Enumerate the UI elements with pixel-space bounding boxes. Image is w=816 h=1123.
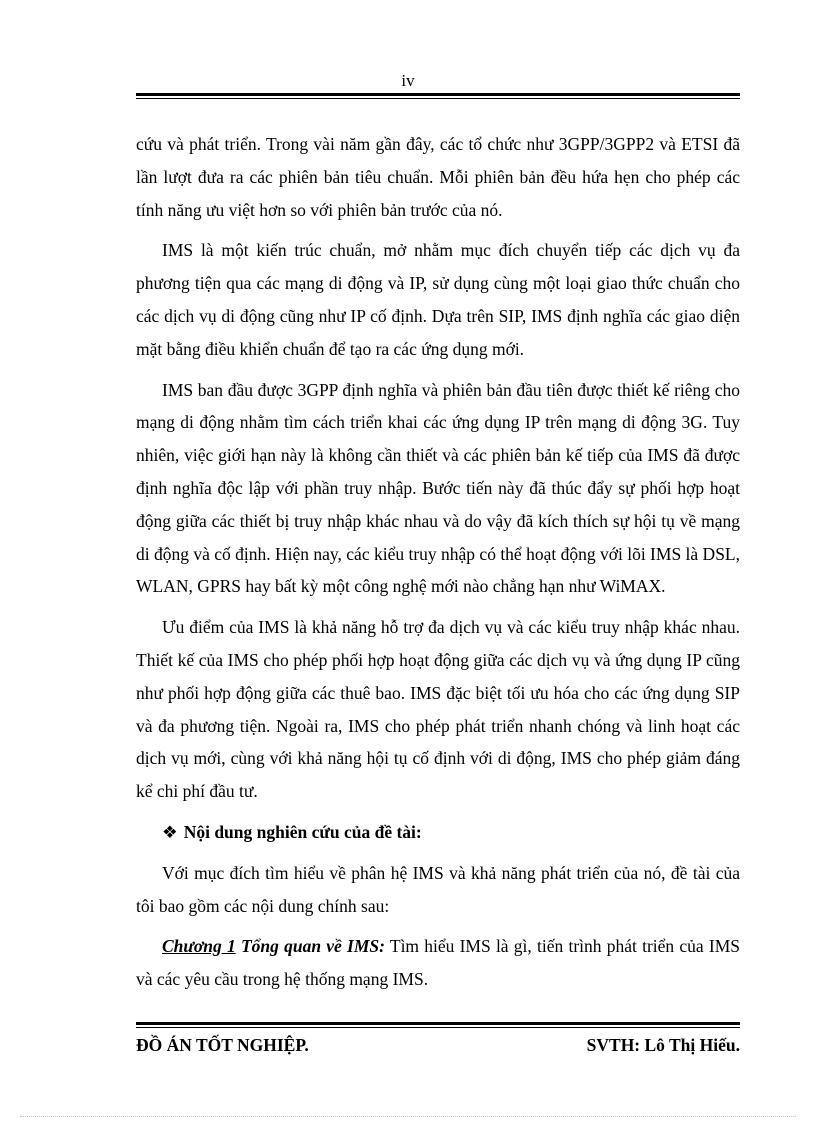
paragraph-continuation: cứu và phát triển. Trong vài năm gần đây, các tổ chức như 3GPP/3GPP2 và ETSI đã lần lượt đưa ra các phiên bản tiêu chuẩn. Mỗi phiên bản đều hứa hẹn cho phép các tính năng ưu việt hơn so với phiên bản trước của nó. bbox=[136, 134, 740, 220]
paragraph-ims-architecture: IMS là một kiến trúc chuẩn, mở nhằm mục đích chuyển tiếp các dịch vụ đa phương tiện qua các mạng di động và IP, sử dụng cùng một loại giao thức chuẩn cho các dịch vụ di động cũng như IP cố định. Dựa trên SIP, IMS định nghĩa các giao diện mặt bằng điều khiển chuẩn để tạo ra các ứng dụng mới. bbox=[136, 240, 740, 359]
document-body bbox=[136, 128, 740, 996]
diamond-bullet-icon: ❖ bbox=[162, 821, 178, 842]
footer-student-name: SVTH: Lô Thị Hiếu. bbox=[586, 1035, 740, 1055]
page-edge-divider bbox=[20, 1116, 796, 1117]
chapter-1-summary bbox=[136, 930, 740, 996]
paragraph-ims-history: IMS ban đầu được 3GPP định nghĩa và phiên bản đầu tiên được thiết kế riêng cho mạng di động nhằm tìm cách triển khai các ứng dụng IP trên mạng di động 3G. Tuy nhiên, việc giới hạn này là không cần thiết và các phiên bản kế tiếp của IMS đã được định nghĩa độc lập với phần truy nhập. Bước tiến này đã thúc đẩy sự phối hợp hoạt động giữa các thiết bị truy nhập khác nhau và do vậy đã kích thích sự hội tụ về mạng di động và cố định. Hiện nay, các kiểu truy nhập có thể hoạt động với lõi IMS là DSL, WLAN, GPRS hay bất kỳ một công nghệ mới nào chẳng hạn như WiMAX. bbox=[136, 379, 740, 597]
section-heading bbox=[136, 816, 740, 849]
footer-thesis-label: ĐỒ ÁN TỐT NGHIỆP. bbox=[136, 1035, 309, 1055]
chapter-title: Tổng quan về IMS: bbox=[240, 936, 385, 957]
chapter-label: Chương 1 bbox=[162, 936, 236, 957]
paragraph-research-intro: Với mục đích tìm hiểu về phân hệ IMS và khả năng phát triển của nó, đề tài của tôi bao gồm các nội dung chính sau: bbox=[136, 862, 740, 916]
chapter-description: Tìm hiểu IMS là gì, tiến trình phát triển của IMS và các yêu cầu trong hệ thống mạng IMS. bbox=[136, 936, 740, 990]
page-number: iv bbox=[401, 71, 415, 90]
header-rule bbox=[136, 93, 740, 99]
section-heading-text: Nội dung nghiên cứu của đề tài: bbox=[183, 821, 422, 842]
footer-rule bbox=[136, 1022, 740, 1028]
paragraph-ims-advantages: Ưu điểm của IMS là khả năng hỗ trợ đa dịch vụ và các kiểu truy nhập khác nhau. Thiết kế của IMS cho phép phối hợp hoạt động giữa các dịch vụ và ứng dụng IP cũng như phối hợp động giữa các thuê bao. IMS đặc biệt tối ưu hóa cho các ứng dụng SIP và đa phương tiện. Ngoài ra, IMS cho phép phát triển nhanh chóng và linh hoạt các dịch vụ mới, cùng với khả năng hội tụ cố định với di động, IMS cho phép giảm đáng kể chi phí đầu tư. bbox=[136, 617, 740, 802]
